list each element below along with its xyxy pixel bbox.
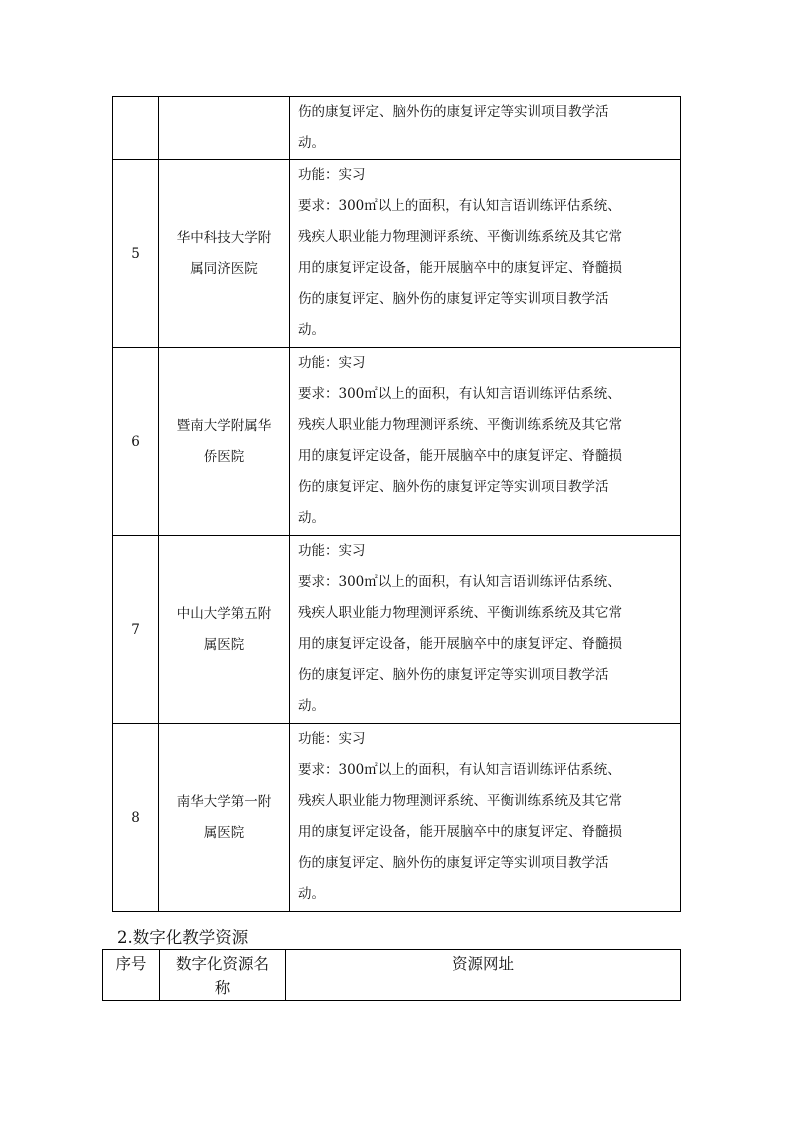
digital-resources-table (102, 949, 681, 1001)
header-resource-name-text: 数字化资源名称 (175, 955, 269, 997)
description-line: 动。 (298, 510, 325, 526)
description-line: 残疾人职业能力物理测评系统、平衡训练系统及其它常 (298, 229, 622, 245)
hospital-name-cell (159, 536, 290, 724)
description-line: 功能：实习 (298, 167, 366, 183)
description-line: 动。 (298, 886, 325, 902)
training-base-table (112, 96, 681, 912)
header-resource-url: 资源网址 (286, 950, 681, 1001)
hospital-name-cell (159, 160, 290, 348)
hospital-name-cell (159, 97, 290, 160)
function-requirement-cell (290, 536, 681, 724)
header-serial-number: 序号 (103, 950, 160, 1001)
description-line: 伤的康复评定、脑外伤的康复评定等实训项目教学活 (298, 667, 609, 683)
description-line: 伤的康复评定、脑外伤的康复评定等实训项目教学活 (298, 291, 609, 307)
hospital-name: 南华大学第一附属医院 (176, 793, 272, 841)
description-line: 动。 (298, 698, 325, 714)
table-row (113, 97, 681, 160)
description-line: 残疾人职业能力物理测评系统、平衡训练系统及其它常 (298, 793, 622, 809)
section-heading: 2.数字化教学资源 (117, 928, 249, 947)
function-requirement-cell (290, 724, 681, 912)
hospital-name: 华中科技大学附属同济医院 (176, 229, 272, 277)
description-line: 残疾人职业能力物理测评系统、平衡训练系统及其它常 (298, 417, 622, 433)
description-line: 用的康复评定设备，能开展脑卒中的康复评定、脊髓损 (298, 824, 622, 840)
description-line: 功能：实习 (298, 731, 366, 747)
function-requirement-cell (290, 97, 681, 160)
hospital-name-cell (159, 348, 290, 536)
description-line: 用的康复评定设备，能开展脑卒中的康复评定、脊髓损 (298, 636, 622, 652)
hospital-name: 中山大学第五附属医院 (176, 605, 272, 653)
row-number: 8 (113, 724, 159, 912)
description-line: 用的康复评定设备，能开展脑卒中的康复评定、脊髓损 (298, 448, 622, 464)
description-line: 要求：300㎡以上的面积，有认知言语训练评估系统、 (298, 762, 621, 778)
table-header-row (103, 950, 681, 1001)
description-line: 伤的康复评定、脑外伤的康复评定等实训项目教学活 (298, 104, 609, 120)
description-line: 动。 (298, 322, 325, 338)
table-row (113, 536, 681, 724)
row-number (113, 97, 159, 160)
description-line: 残疾人职业能力物理测评系统、平衡训练系统及其它常 (298, 605, 622, 621)
row-number: 5 (113, 160, 159, 348)
description-line: 要求：300㎡以上的面积，有认知言语训练评估系统、 (298, 386, 621, 402)
row-number: 6 (113, 348, 159, 536)
row-number: 7 (113, 536, 159, 724)
hospital-name: 暨南大学附属华侨医院 (176, 417, 272, 465)
description-line: 功能：实习 (298, 355, 366, 371)
description-line: 伤的康复评定、脑外伤的康复评定等实训项目教学活 (298, 479, 609, 495)
description-line: 伤的康复评定、脑外伤的康复评定等实训项目教学活 (298, 855, 609, 871)
function-requirement-cell (290, 160, 681, 348)
description-line: 用的康复评定设备，能开展脑卒中的康复评定、脊髓损 (298, 260, 622, 276)
description-line: 动。 (298, 135, 325, 151)
hospital-name-cell (159, 724, 290, 912)
description-line: 要求：300㎡以上的面积，有认知言语训练评估系统、 (298, 198, 621, 214)
function-requirement-cell (290, 348, 681, 536)
table-row (113, 348, 681, 536)
description-line: 要求：300㎡以上的面积，有认知言语训练评估系统、 (298, 574, 621, 590)
table-row (113, 724, 681, 912)
table-row (113, 160, 681, 348)
header-resource-name (160, 950, 286, 1001)
description-line: 功能：实习 (298, 543, 366, 559)
